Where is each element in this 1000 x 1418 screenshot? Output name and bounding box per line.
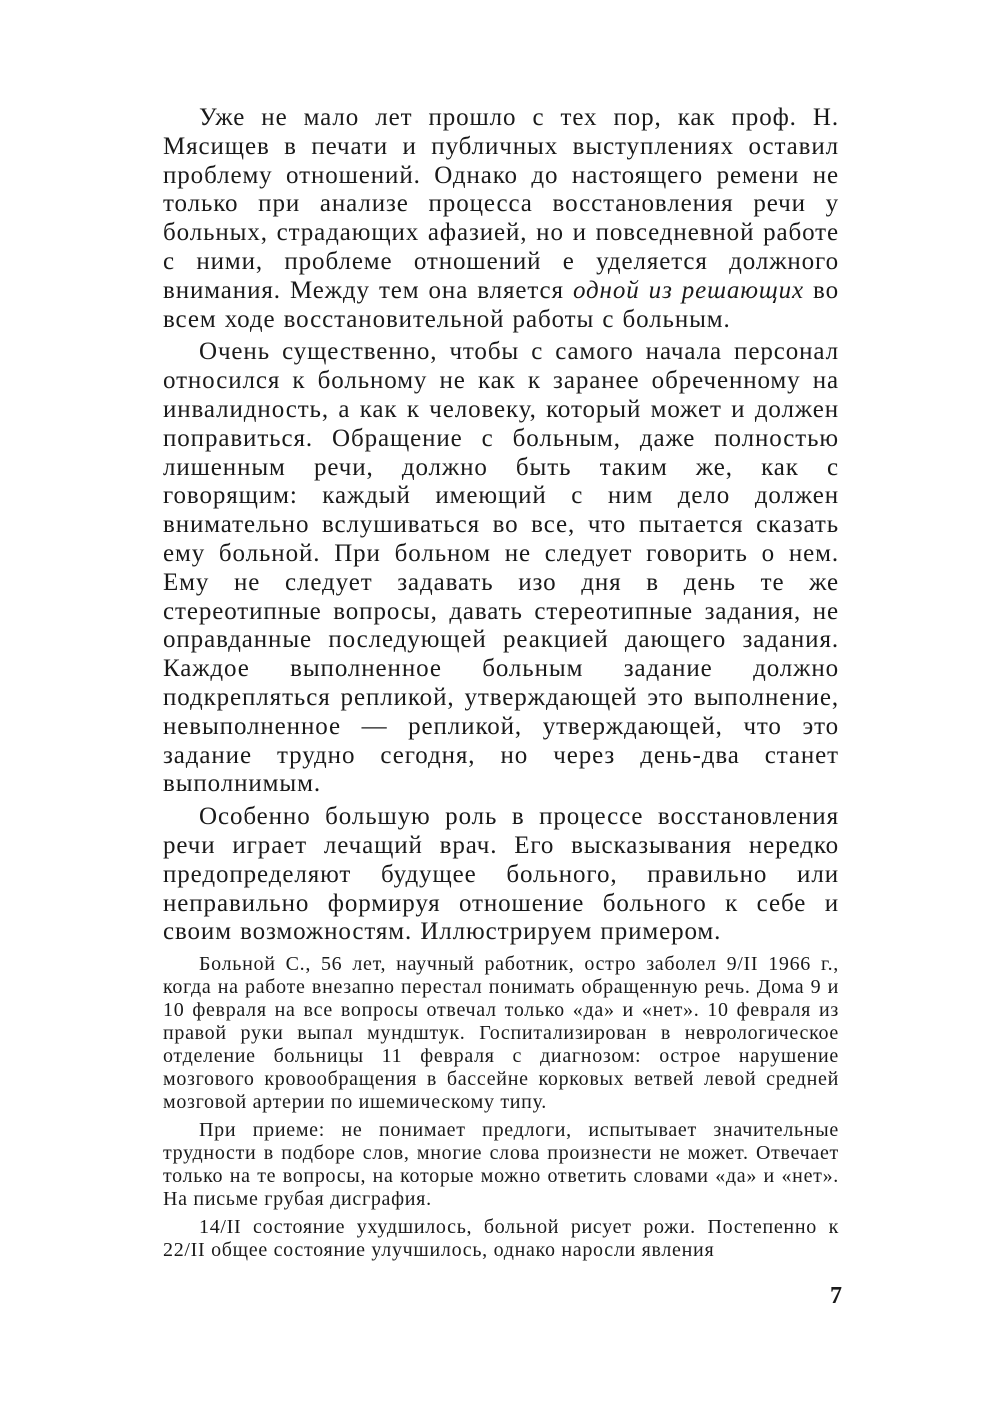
main-text-block: [163, 104, 839, 951]
case-notes-block: [163, 953, 839, 1267]
main-paragraph-3: Особенно большую роль в процессе восстановления речи играет лечащий врач. Его высказывания нередко предопределяют будущее больного, правильно или неправильно формируя отношение больного к себе и своим возможностям. Иллюстрируем примером.: [163, 803, 839, 946]
main-paragraph-2: Очень существенно, чтобы с самого начала персонал относился к больному не как к заранее обреченному на инвалидность, а как к человеку, который может и должен поправиться. Обращение с больным, даже полностью лишенным речи, должно быть таким же, как с говорящим: каждый имеющий с ним дело должен внимательно вслушиваться во все, что пытается сказать ему больной. При больном не следует говорить о нем. Ему не следует задавать изо дня в день те же стереотипные вопросы, давать стереотипные задания, не оправданные последующей реакцией дающего задания. Каждое выполненное больным задание должно подкрепляться репликой, утверждающей это выполнение, невыполненное — репликой, утверждающей, что это задание трудно сегодня, но через день-два станет выполнимым.: [163, 338, 839, 798]
page-number: 7: [830, 1283, 842, 1309]
main-paragraph-1-text-b: во всем ходе восстановительной работы с больным.: [163, 276, 839, 333]
case-paragraph-2: При приеме: не понимает предлоги, испытывает значительные трудности в подборе слов, многие слова произнести не может. Отвечает только на те вопросы, на которые можно ответить словами «да» и «нет». На письме грубая дисграфия.: [163, 1119, 839, 1210]
case-paragraph-1: Больной С., 56 лет, научный работник, остро заболел 9/II 1966 г., когда на работе внезапно перестал понимать обращенную речь. Дома 9 и 10 февраля на все вопросы отвечал только «да» и «нет». 10 февраля из правой руки выпал мундштук. Госпитализирован в неврологическое отделение больницы 11 февраля с диагнозом: острое нарушение мозгового кровообращения в бассейне корковых ветвей левой средней мозговой артерии по ишемическому типу.: [163, 953, 839, 1113]
case-paragraph-3: 14/II состояние ухудшилось, больной рисует рожи. Постепенно к 22/II общее состояние улучшилось, однако наросли явления: [163, 1216, 839, 1261]
main-paragraph-1-italic: одной из решающих: [572, 276, 805, 304]
main-paragraph-1-text-a: Уже не мало лет прошло с тех пор, как проф. Н. Мясищев в печати и публичных выступлениях оставил проблему отношений. Однако до настоящего ремени не только при анализе процесса восстановления речи у больных, страдающих афазией, но и повседневной работе с ними, проблеме отношений е уделяется должного внимания. Между тем она вляется: [163, 104, 839, 304]
main-paragraph-1: [163, 104, 839, 334]
